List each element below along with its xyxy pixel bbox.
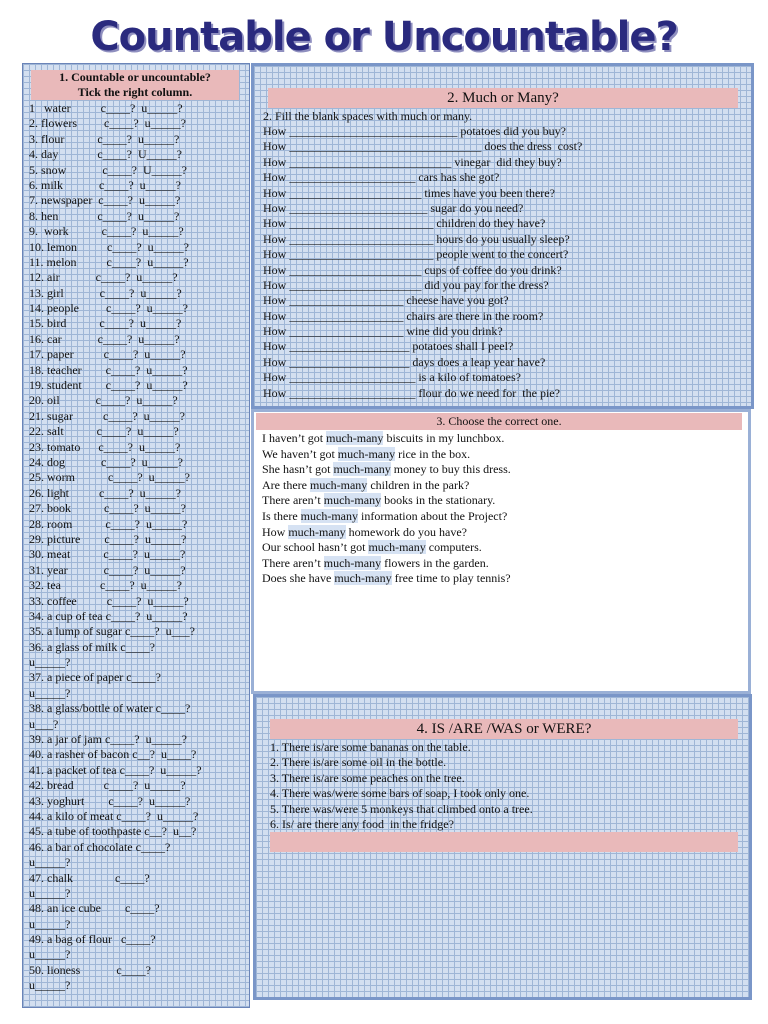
exercise-item: How ___________________________ vinegar did they buy? [263, 154, 562, 169]
choice-option[interactable]: much-many [326, 431, 384, 445]
exercise-item: How ___________________ chairs are there in the room? [263, 308, 544, 323]
exercise-item: How _______________________ sugar do you need? [263, 200, 524, 215]
exercise-item: 7. newspaper c____? u_____? [29, 193, 181, 208]
exercise-item: 21. sugar c____? u_____? [29, 408, 185, 423]
section-4-answer-bar [270, 832, 738, 852]
section-1-heading-line1: 1. Countable or uncountable? [59, 70, 211, 84]
sentence-end: flowers in the garden. [381, 555, 489, 570]
exercise-item [262, 540, 742, 556]
exercise-item: 32. tea c____? u_____? [29, 578, 182, 593]
exercise-item: How ________________________ hours do you usually sleep? [263, 231, 570, 246]
sentence-end: rice in the box. [395, 446, 471, 461]
exercise-item: 36. a glass of milk c____? [29, 639, 155, 654]
exercise-item: 2. flowers c____? u_____? [29, 116, 186, 131]
exercise-item: 46. a bar of chocolate c____? [29, 839, 171, 854]
exercise-item: 27. book c____? u_____? [29, 501, 186, 516]
page-title: Countable or Uncountable? [90, 14, 678, 60]
section-1-heading-line2: Tick the right column. [77, 85, 193, 99]
exercise-item: 50. lioness c____? [29, 962, 151, 977]
exercise-item: 4. day c____? U_____? [29, 147, 182, 162]
exercise-item: 6. Is/ are there any food in the fridge? [270, 816, 454, 831]
exercise-item: How ________________________ people went to the concert? [263, 247, 569, 262]
choice-option[interactable]: much-many [309, 477, 368, 492]
exercise-item: 30. meat c____? u_____? [29, 547, 186, 562]
exercise-item: 24. dog c____? u_____? [29, 454, 183, 469]
exercise-item: 11. melon c____? u_____? [29, 254, 189, 269]
exercise-item: 19. student c____? u_____? [29, 378, 188, 393]
exercise-item [262, 478, 742, 494]
exercise-item: 33. coffee c____? u_____? [29, 593, 189, 608]
section-3-panel [251, 409, 751, 694]
exercise-item: How ___________________ cheese have you got? [263, 293, 509, 308]
exercise-item: 14. people c____? u_____? [29, 301, 188, 316]
exercise-item [262, 525, 742, 541]
sentence-start: We haven’t got [262, 446, 338, 461]
choice-option[interactable]: much-many [337, 446, 396, 461]
exercise-item: How ______________________ times have you been there? [263, 185, 555, 200]
exercise-item: 3. flour c____? u_____? [29, 131, 180, 146]
section-3-heading: 3. Choose the correct one. [256, 413, 742, 430]
exercise-item: 4. There was/were some bars of soap, I took only one. [270, 786, 530, 801]
choice-option[interactable]: much-many [323, 493, 382, 508]
section-1-panel [22, 63, 250, 1008]
choice-option[interactable]: much-many [323, 555, 382, 570]
exercise-item: 6. milk c____? u_____? [29, 177, 181, 192]
exercise-item: 12. air c____? u_____? [29, 270, 178, 285]
exercise-item: 13. girl c____? u_____? [29, 285, 182, 300]
exercise-item: 17. paper c____? u_____? [29, 347, 186, 362]
exercise-item: u_____? [29, 978, 71, 993]
section-2-panel [251, 63, 754, 409]
exercise-item [262, 556, 742, 572]
exercise-item: u_____? [29, 855, 71, 870]
section-3-list [262, 431, 742, 587]
exercise-item: How ________________________________ does the dress cost? [263, 139, 583, 154]
exercise-item: 35. a lump of sugar c____? u___? [29, 624, 195, 639]
exercise-item: u_____? [29, 885, 71, 900]
exercise-item: u_____? [29, 685, 71, 700]
exercise-item: u_____? [29, 947, 71, 962]
section-2-heading: 2. Much or Many? [268, 88, 738, 108]
sentence-start: There aren’t [262, 493, 324, 508]
sentence-end: children in the park? [367, 477, 470, 492]
exercise-item: 5. snow c____? U_____? [29, 162, 187, 177]
exercise-item [262, 509, 742, 525]
sentence-end: homework do you have? [345, 524, 467, 539]
exercise-item: How ____________________________ potatoes did you buy? [263, 124, 566, 138]
exercise-item: How _____________________ flour do we need for the pie? [263, 385, 560, 400]
section-1-heading [31, 70, 239, 100]
sentence-start: I haven’t got [262, 431, 327, 445]
exercise-item: 8. hen c____? u_____? [29, 208, 180, 223]
exercise-item: u_____? [29, 916, 71, 931]
section-2-list [263, 124, 743, 401]
exercise-item: How ______________________ cups of coffee do you drink? [263, 262, 562, 277]
exercise-item [262, 571, 742, 587]
section-4-list [270, 740, 740, 832]
exercise-item: 49. a bag of flour c____? [29, 932, 156, 947]
choice-option[interactable]: much-many [333, 462, 391, 477]
exercise-item: 31. year c____? u_____? [29, 562, 186, 577]
exercise-item: u_____? [29, 655, 71, 670]
sentence-start: There aren’t [262, 555, 324, 570]
exercise-item: 28. room c____? u_____? [29, 516, 188, 531]
exercise-item: 41. a packet of tea c____? u_____? [29, 762, 202, 777]
sentence-start: Is there [262, 508, 301, 523]
choice-option[interactable]: much-many [368, 540, 426, 555]
sentence-end: free time to play tennis? [391, 571, 511, 586]
exercise-item: 40. a rasher of bacon c__? u____? [29, 747, 197, 762]
section-4-heading: 4. IS /ARE /WAS or WERE? [270, 719, 738, 739]
exercise-item: How _____________________ is a kilo of tomatoes? [263, 370, 521, 385]
sentence-end: books in the stationary. [381, 493, 496, 508]
choice-option[interactable]: much-many [288, 524, 346, 539]
sentence-start: Does she have [262, 571, 335, 586]
sentence-end: biscuits in my lunchbox. [383, 431, 505, 445]
exercise-item: How ____________________ potatoes shall I peel? [263, 339, 514, 354]
exercise-item [262, 431, 742, 447]
exercise-item: How ___________________ wine did you drink? [263, 324, 503, 339]
section-2-instruction: 2. Fill the blank spaces with much or many. [263, 109, 473, 123]
exercise-item: 3. There is/are some peaches on the tree. [270, 770, 465, 785]
choice-option[interactable]: much-many [300, 508, 358, 523]
exercise-item: 48. an ice cube c____? [29, 901, 160, 916]
exercise-item: u___? [29, 716, 59, 731]
section-4-panel [253, 694, 752, 1000]
exercise-item: 22. salt c____? u_____? [29, 424, 179, 439]
exercise-item: 29. picture c____? u_____? [29, 531, 187, 546]
exercise-item: How ________________________ children do they have? [263, 216, 546, 231]
exercise-item: 37. a piece of paper c____? [29, 670, 161, 685]
exercise-item: 9. work c____? u_____? [29, 224, 184, 239]
exercise-item: 5. There was/were 5 monkeys that climbed onto a tree. [270, 801, 533, 816]
exercise-item: 2. There is/are some oil in the bottle. [270, 755, 447, 770]
exercise-item: 18. teacher c____? u_____? [29, 362, 188, 377]
exercise-item: 47. chalk c____? [29, 870, 150, 885]
exercise-item: 34. a cup of tea c____? u_____? [29, 608, 188, 623]
sentence-end: computers. [425, 540, 482, 555]
sentence-start: How [262, 524, 289, 539]
exercise-item: 39. a jar of jam c____? u_____? [29, 732, 187, 747]
exercise-item [262, 493, 742, 509]
exercise-item: 23. tomato c____? u_____? [29, 439, 181, 454]
choice-option[interactable]: much-many [334, 571, 392, 586]
sentence-end: money to buy this dress. [390, 462, 511, 477]
exercise-item: 25. worm c____? u_____? [29, 470, 190, 485]
section-1-list [29, 101, 247, 994]
sentence-start: She hasn’t got [262, 462, 334, 477]
exercise-item: How ______________________ did you pay for the dress? [263, 277, 549, 292]
exercise-item [262, 447, 742, 463]
exercise-item: 15. bird c____? u_____? [29, 316, 182, 331]
exercise-item [262, 462, 742, 478]
sentence-start: Our school hasn’t got [262, 540, 369, 555]
exercise-item: 26. light c____? u_____? [29, 485, 181, 500]
exercise-item: 42. bread c____? u_____? [29, 778, 186, 793]
exercise-item: 1 water c____? u_____? [29, 101, 183, 115]
exercise-item: 16. car c____? u_____? [29, 331, 180, 346]
exercise-item: How _____________________ cars has she got? [263, 170, 500, 185]
exercise-item: 10. lemon c____? u_____? [29, 239, 189, 254]
sentence-end: information about the Project? [357, 508, 508, 523]
exercise-item: 44. a kilo of meat c____? u_____? [29, 808, 199, 823]
exercise-item: 43. yoghurt c____? u_____? [29, 793, 191, 808]
exercise-item: How ____________________ days does a leap year have? [263, 354, 546, 369]
exercise-item: 38. a glass/bottle of water c____? [29, 701, 191, 716]
exercise-item: 45. a tube of toothpaste c__? u__? [29, 824, 197, 839]
sentence-start: Are there [262, 477, 310, 492]
exercise-item: 20. oil c____? u_____? [29, 393, 178, 408]
exercise-item: 1. There is/are some bananas on the table. [270, 740, 471, 754]
